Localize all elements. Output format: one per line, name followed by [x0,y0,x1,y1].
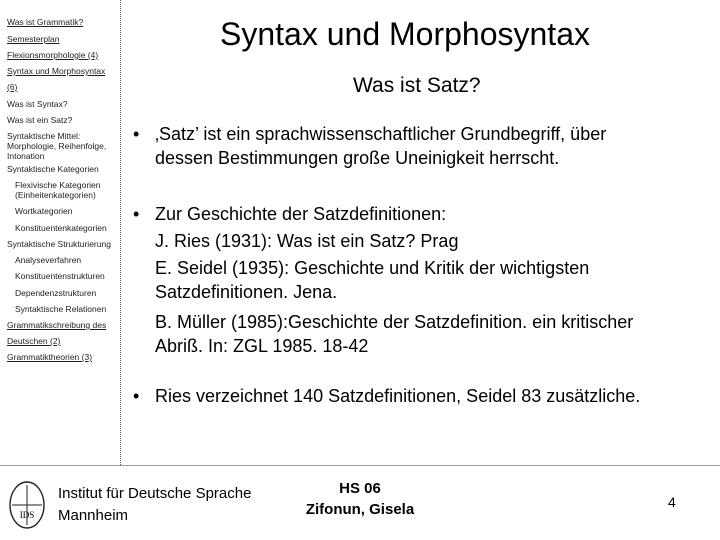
nav-semesterplan[interactable]: Semesterplan [7,34,60,44]
nav-konstituentenkategorien[interactable]: Konstituentenkategorien [15,223,107,233]
bullet-geschichte-satzdefinitionen [133,202,703,358]
nav-syntax-und-morphosyntax[interactable]: Syntax und Morphosyntax [7,66,106,76]
reference-ries: J. Ries (1931): Was ist ein Satz? Prag [155,231,459,251]
bullet-icon: • [133,204,140,224]
bullet-ries-verzeichnet [133,384,708,408]
ids-logo-wordmark: IDS [19,510,35,520]
nav-dependenzstrukturen[interactable]: Dependenzstrukturen [15,288,97,298]
bullet-icon: • [133,386,140,406]
nav-analyseverfahren[interactable]: Analyseverfahren [15,255,82,265]
course-semester: HS 06 [339,480,381,497]
nav-deutschen[interactable]: Deutschen (2) [7,336,61,346]
nav-syntaktische-kategorien[interactable]: Syntaktische Kategorien [7,164,99,174]
bullet-text-line: dessen Bestimmungen große Uneinigkeit herrscht. [155,148,560,168]
reference-seidel: E. Seidel (1935): Geschichte und Kritik der wichtigsten [155,258,590,278]
nav-konstituentenstrukturen[interactable]: Konstituentenstrukturen [15,271,105,281]
course-info [290,478,430,520]
nav-syntaktische-strukturierung[interactable]: Syntaktische Strukturierung [7,239,111,249]
reference-mueller-continued: Abriß. In: ZGL 1985. 18-42 [155,336,369,356]
ids-logo [8,480,46,530]
course-author: Zifonun, Gisela [305,501,415,518]
nav-syntax-chapter-number[interactable]: (6) [7,82,18,92]
institute-name [58,483,251,527]
nav-flexivische-kategorien[interactable]: Flexivische Kategorien (Einheitenkategorien) [15,180,101,200]
bullet-icon: • [133,124,140,144]
bullet-text-line: Ries verzeichnet 140 Satzdefinitionen, Seidel 83 zusätzliche. [155,386,641,406]
institute-line-1: Institut für Deutsche Sprache [58,485,252,502]
nav-was-ist-ein-satz[interactable]: Was ist ein Satz? [7,115,73,125]
reference-mueller: B. Müller (1985):Geschichte der Satzdefinition. ein kritischer [155,312,634,332]
ids-logo-icon [8,480,46,530]
slide-subtitle: Was ist Satz? [353,74,481,97]
bullet-satz-grundbegriff [133,122,703,170]
bullet-text-line: ‚Satz’ ist ein sprachwissenschaftlicher Grundbegriff, über [155,124,607,144]
page-number: 4 [668,494,676,510]
institute-line-2: Mannheim [58,507,129,524]
sidebar-divider [120,0,121,465]
nav-wortkategorien[interactable]: Wortkategorien [15,206,73,216]
nav-was-ist-syntax[interactable]: Was ist Syntax? [7,99,68,109]
nav-syntaktische-mittel[interactable]: Syntaktische Mittel: Morphologie, Reihenfolge, Intonation [7,131,107,161]
nav-syntaktische-relationen[interactable]: Syntaktische Relationen [15,304,107,314]
nav-flexionsmorphologie[interactable]: Flexionsmorphologie (4) [7,50,99,60]
reference-seidel-continued: Satzdefinitionen. Jena. [155,282,338,302]
bullet-text-line: Zur Geschichte der Satzdefinitionen: [155,204,447,224]
nav-was-ist-grammatik[interactable]: Was ist Grammatik? [7,17,84,27]
nav-grammatiktheorien[interactable]: Grammatiktheorien (3) [7,352,93,362]
nav-grammatikschreibung[interactable]: Grammatikschreibung des [7,320,107,330]
sidebar-navigation [0,0,120,465]
footer-divider [0,465,720,466]
slide-title: Syntax und Morphosyntax [220,16,590,52]
